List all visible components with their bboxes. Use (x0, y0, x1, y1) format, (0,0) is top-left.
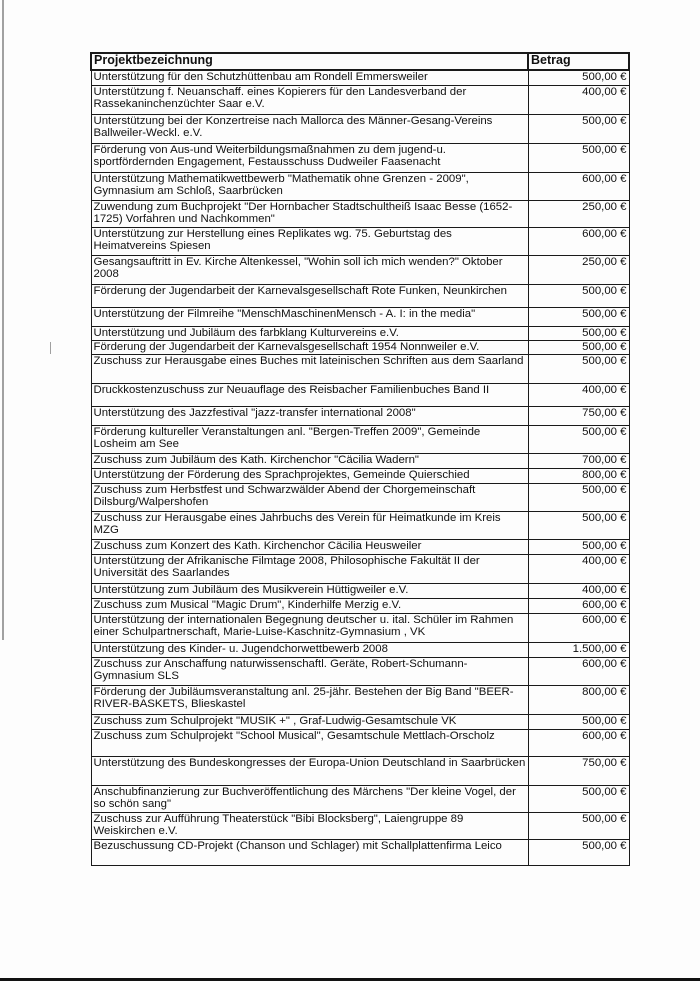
project-description-cell: Förderung der Jugendarbeit der Karnevalsgesellschaft Rote Funken, Neunkirchen (91, 284, 528, 307)
project-description-cell: Zuschuss zum Jubiläum des Kath. Kirchenchor "Cäcilia Wadern" (91, 453, 528, 468)
table-row (91, 85, 629, 114)
project-description-cell: Unterstützung der internationalen Begegnung deutscher u. ital. Schüler im Rahmen einer Schulpartnerschaft, Marie-Luise-Kaschnitz-Gymnasium , VK (91, 613, 528, 642)
amount-cell: 500,00 € (528, 307, 629, 326)
project-description-cell: Bezuschussung CD-Projekt (Chanson und Schlager) mit Schallplattenfirma Leico (91, 839, 528, 865)
project-description-cell: Unterstützung der Afrikanische Filmtage 2008, Philosophische Fakultät II der Universität des Saarlandes (91, 554, 528, 583)
page-bottom-rule (0, 978, 700, 981)
project-description-cell: Unterstützung der Filmreihe "MenschMaschinenMensch - A. I: in the media" (91, 307, 528, 326)
project-description-cell: Unterstützung Mathematikwettbewerb "Mathematik ohne Grenzen - 2009", Gymnasium am Schloß, Saarbrücken (91, 172, 528, 200)
amount-cell: 500,00 € (528, 785, 629, 812)
project-description-cell: Förderung kultureller Veranstaltungen anl. "Bergen-Treffen 2009", Gemeinde Losheim am See (91, 425, 528, 453)
table-header-row (91, 53, 629, 70)
amount-cell: 400,00 € (528, 85, 629, 114)
table-row (91, 729, 629, 756)
table-row (91, 785, 629, 812)
amount-cell: 500,00 € (528, 340, 629, 354)
table-row (91, 70, 629, 85)
amount-cell: 600,00 € (528, 598, 629, 613)
amount-cell: 600,00 € (528, 172, 629, 200)
table-row (91, 657, 629, 685)
table-row (91, 613, 629, 642)
amount-cell: 600,00 € (528, 613, 629, 642)
amount-cell: 500,00 € (528, 511, 629, 539)
table-row (91, 340, 629, 354)
amount-cell: 500,00 € (528, 425, 629, 453)
table-row (91, 598, 629, 613)
column-header-project: Projektbezeichnung (91, 53, 528, 70)
project-description-cell: Unterstützung des Kinder- u. Jugendchorwettbewerb 2008 (91, 642, 528, 657)
project-description-cell: Unterstützung f. Neuanschaff. eines Kopierers für den Landesverband der Rassekaninchenzüchter Saar e.V. (91, 85, 528, 114)
amount-cell: 800,00 € (528, 468, 629, 483)
project-description-cell: Förderung der Jugendarbeit der Karnevalsgesellschaft 1954 Nonnweiler e.V. (91, 340, 528, 354)
project-description-cell: Zuschuss zum Schulprojekt "School Musical", Gesamtschule Mettlach-Orscholz (91, 729, 528, 756)
amount-cell: 600,00 € (528, 729, 629, 756)
table-row (91, 714, 629, 729)
amount-cell: 500,00 € (528, 483, 629, 511)
project-description-cell: Zuschuss zum Schulprojekt "MUSIK +" , Graf-Ludwig-Gesamtschule VK (91, 714, 528, 729)
project-description-cell: Zuschuss zum Konzert des Kath. Kirchenchor Cäcilia Heusweiler (91, 539, 528, 554)
table-row (91, 383, 629, 406)
project-description-cell: Zuschuss zur Aufführung Theaterstück "Bibi Blocksberg", Laiengruppe 89 Weiskirchen e.V. (91, 812, 528, 839)
project-description-cell: Unterstützung für den Schutzhüttenbau am Rondell Emmersweiler (91, 70, 528, 85)
amount-cell: 500,00 € (528, 839, 629, 865)
table-row (91, 756, 629, 785)
amount-cell: 750,00 € (528, 406, 629, 425)
project-description-cell: Unterstützung bei der Konzertreise nach Mallorca des Männer-Gesang-Vereins Ballweiler-Weckl. e.V. (91, 114, 528, 143)
project-description-cell: Zuschuss zur Herausgabe eines Buches mit lateinischen Schriften aus dem Saarland (91, 354, 528, 383)
table-row (91, 172, 629, 200)
amount-cell: 500,00 € (528, 539, 629, 554)
table-row (91, 200, 629, 227)
table-row (91, 114, 629, 143)
table-row (91, 425, 629, 453)
amount-cell: 250,00 € (528, 200, 629, 227)
amount-cell: 500,00 € (528, 143, 629, 172)
project-description-cell: Unterstützung zur Herstellung eines Replikates wg. 75. Geburtstag des Heimatvereins Spiesen (91, 227, 528, 255)
amount-cell: 500,00 € (528, 812, 629, 839)
table-row (91, 812, 629, 839)
table-row (91, 227, 629, 255)
table-row (91, 583, 629, 598)
table-row (91, 839, 629, 865)
project-description-cell: Zuschuss zur Herausgabe eines Jahrbuchs des Verein für Heimatkunde im Kreis MZG (91, 511, 528, 539)
table-row (91, 326, 629, 340)
scan-edge-line (2, 0, 4, 640)
project-description-cell: Zuwendung zum Buchprojekt "Der Hornbacher Stadtschultheiß Isaac Besse (1652-1725) Vorfahren und Nachkommen" (91, 200, 528, 227)
column-header-amount: Betrag (528, 53, 629, 70)
amount-cell: 1.500,00 € (528, 642, 629, 657)
amount-cell: 400,00 € (528, 554, 629, 583)
scan-artifact (50, 342, 55, 354)
table-row (91, 539, 629, 554)
amount-cell: 500,00 € (528, 326, 629, 340)
amount-cell: 700,00 € (528, 453, 629, 468)
project-description-cell: Unterstützung zum Jubiläum des Musikverein Hüttigweiler e.V. (91, 583, 528, 598)
table-row (91, 642, 629, 657)
table-body (91, 70, 629, 865)
amount-cell: 500,00 € (528, 70, 629, 85)
table-row (91, 483, 629, 511)
project-funding-table (90, 52, 630, 866)
table-row (91, 685, 629, 714)
amount-cell: 400,00 € (528, 583, 629, 598)
project-description-cell: Druckkostenzuschuss zur Neuauflage des Reisbacher Familienbuches Band II (91, 383, 528, 406)
table-row (91, 143, 629, 172)
amount-cell: 400,00 € (528, 383, 629, 406)
table-row (91, 284, 629, 307)
project-description-cell: Zuschuss zum Herbstfest und Schwarzwälder Abend der Chorgemeinschaft Dilsburg/Walpershofen (91, 483, 528, 511)
amount-cell: 500,00 € (528, 114, 629, 143)
table-row (91, 468, 629, 483)
table-row (91, 453, 629, 468)
amount-cell: 750,00 € (528, 756, 629, 785)
project-description-cell: Unterstützung der Förderung des Sprachprojektes, Gemeinde Quierschied (91, 468, 528, 483)
table-row (91, 354, 629, 383)
table-row (91, 511, 629, 539)
amount-cell: 500,00 € (528, 354, 629, 383)
project-description-cell: Zuschuss zum Musical "Magic Drum", Kinderhilfe Merzig e.V. (91, 598, 528, 613)
table-row (91, 307, 629, 326)
project-description-cell: Förderung von Aus-und Weiterbildungsmaßnahmen zu dem jugend-u. sportfördernden Engagement, Festausschuss Dudweiler Faasenacht (91, 143, 528, 172)
table-row (91, 554, 629, 583)
project-description-cell: Unterstützung des Bundeskongresses der Europa-Union Deutschland in Saarbrücken (91, 756, 528, 785)
project-description-cell: Anschubfinanzierung zur Buchveröffentlichung des Märchens "Der kleine Vogel, der so schön sang" (91, 785, 528, 812)
project-description-cell: Förderung der Jubiläumsveranstaltung anl. 25-jähr. Bestehen der Big Band "BEER-RIVER-BASKETS, Blieskastel (91, 685, 528, 714)
amount-cell: 600,00 € (528, 657, 629, 685)
table-row (91, 255, 629, 284)
project-description-cell: Zuschuss zur Anschaffung naturwissenschaftl. Geräte, Robert-Schumann-Gymnasium SLS (91, 657, 528, 685)
amount-cell: 800,00 € (528, 685, 629, 714)
project-description-cell: Unterstützung und Jubiläum des farbklang Kulturvereins e.V. (91, 326, 528, 340)
amount-cell: 500,00 € (528, 284, 629, 307)
project-description-cell: Unterstützung des Jazzfestival "jazz-transfer international 2008" (91, 406, 528, 425)
table-row (91, 406, 629, 425)
project-description-cell: Gesangsauftritt in Ev. Kirche Altenkessel, "Wohin soll ich mich wenden?" Oktober 2008 (91, 255, 528, 284)
amount-cell: 500,00 € (528, 714, 629, 729)
amount-cell: 250,00 € (528, 255, 629, 284)
amount-cell: 600,00 € (528, 227, 629, 255)
